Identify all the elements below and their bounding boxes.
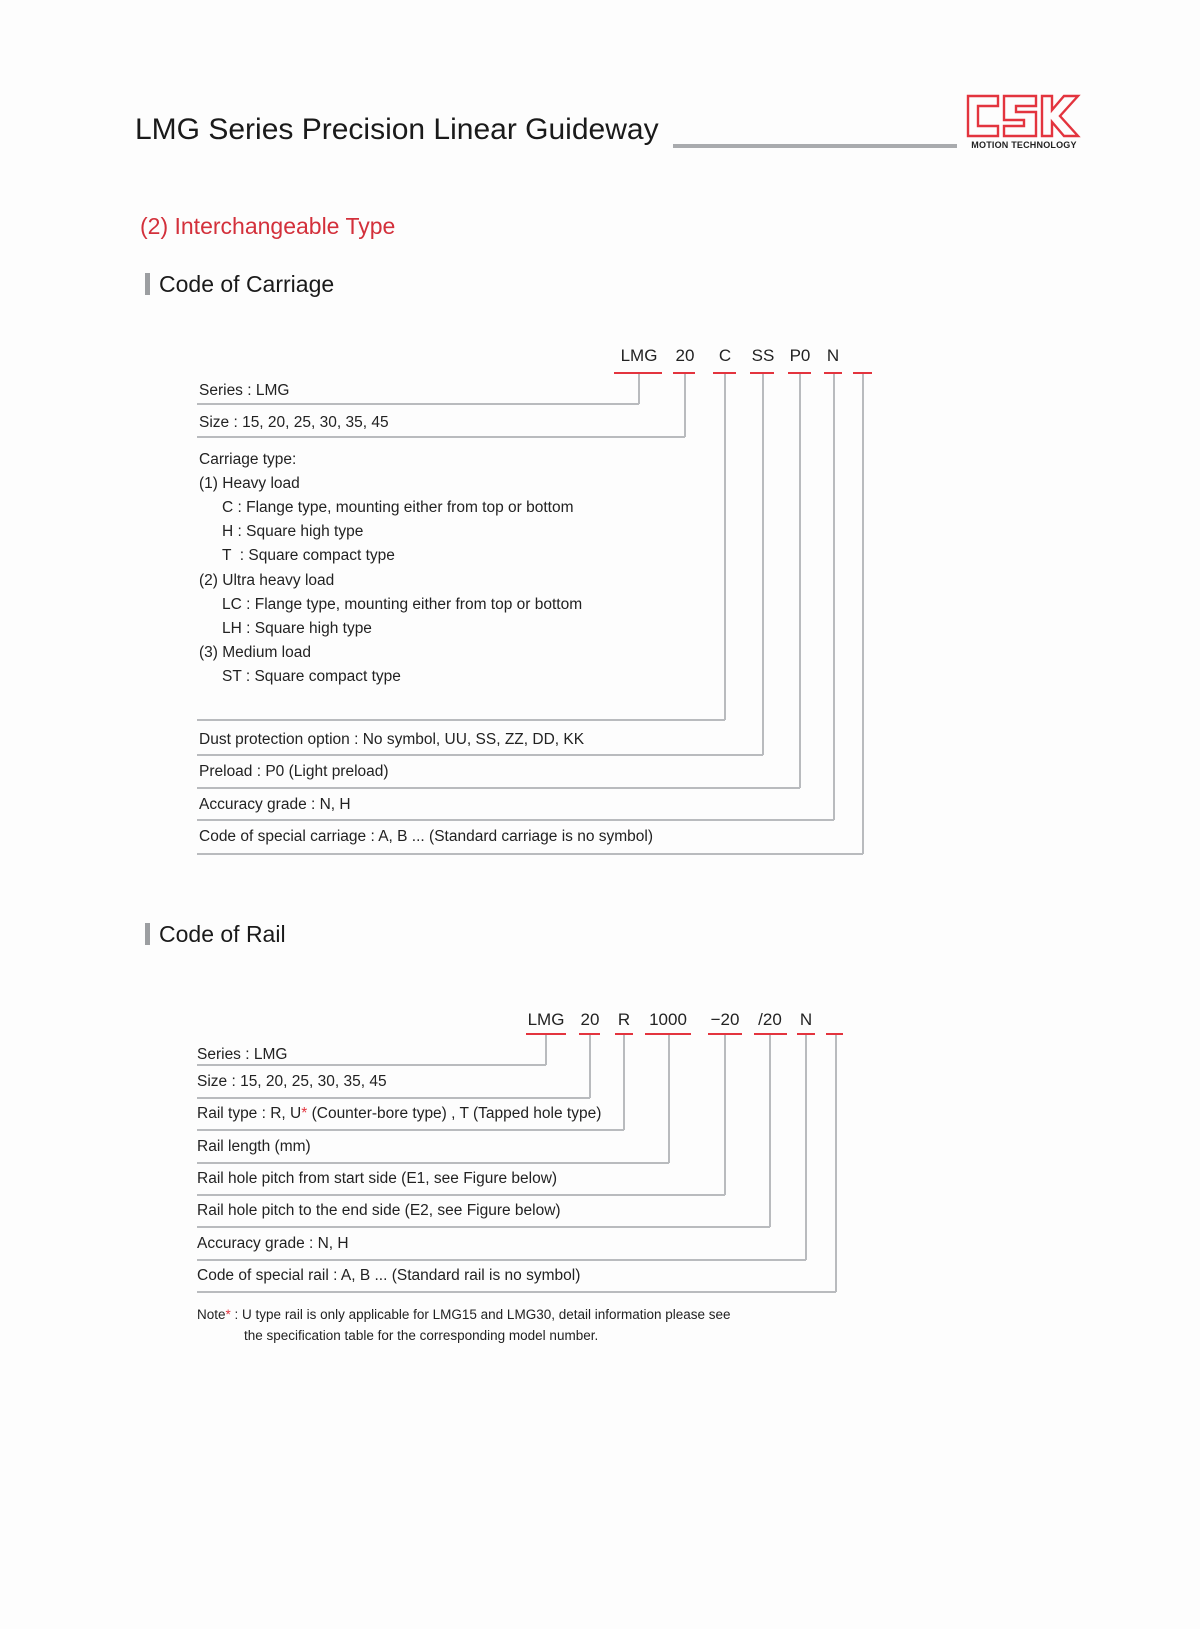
rail-type-text-rest: (Counter-bore type) , T (Tapped hole type) (307, 1105, 602, 1122)
row-rule (197, 436, 685, 438)
carriage-code-series: LMG (620, 346, 658, 365)
rail-type-text: Rail type : R, U (197, 1105, 302, 1122)
footnote-marker: * (225, 1307, 231, 1322)
rail-size-row: Size : 15, 20, 25, 30, 35, 45 (197, 1073, 387, 1090)
carriage-type-group: (2) Ultra heavy load (199, 572, 335, 589)
row-rule (197, 1064, 546, 1066)
connector-line (799, 374, 801, 788)
connector-line (545, 1035, 547, 1065)
page-title: LMG Series Precision Linear Guideway (135, 113, 659, 146)
rail-accuracy-row: Accuracy grade : N, H (197, 1235, 349, 1252)
logo-subtitle: MOTION TECHNOLOGY (971, 140, 1077, 150)
rail-heading-text: Code of Rail (159, 921, 286, 947)
carriage-type-item: LC : Flange type, mounting either from top or bottom (222, 596, 583, 613)
carriage-code-size: 20 (675, 346, 695, 365)
carriage-type-label: Carriage type: (199, 451, 297, 468)
title-rule (673, 144, 957, 148)
rail-series-row: Series : LMG (197, 1046, 288, 1063)
section-title: (2) Interchangeable Type (140, 213, 396, 239)
carriage-type-item: H : Square high type (222, 523, 364, 540)
connector-line (769, 1035, 771, 1227)
carriage-type-item: LH : Square high type (222, 620, 372, 637)
note-line1: : U type rail is only applicable for LMG15 and LMG30, detail information please see (230, 1307, 731, 1322)
carriage-type-group: (3) Medium load (199, 644, 311, 661)
carriage-type-item: ST : Square compact type (222, 668, 401, 685)
heading-bar (145, 273, 150, 295)
carriage-code-type: C (718, 346, 732, 365)
rail-code-size: 20 (580, 1010, 600, 1029)
rail-code-length: 1000 (649, 1010, 687, 1029)
rail-code-series: LMG (527, 1010, 565, 1029)
rail-type-row (197, 1105, 601, 1123)
row-rule (197, 403, 639, 405)
row-rule (197, 719, 725, 721)
row-rule (197, 1226, 770, 1228)
rail-code-accuracy: N (799, 1010, 813, 1029)
connector-line (623, 1035, 625, 1130)
row-rule (197, 754, 763, 756)
note-line2: the specification table for the corresponding model number. (244, 1328, 599, 1343)
row-rule (197, 819, 834, 821)
connector-line (862, 374, 864, 854)
row-rule (197, 1097, 590, 1099)
connector-line (762, 374, 764, 755)
row-rule (197, 1129, 624, 1131)
rail-code-e1: −20 (710, 1010, 740, 1029)
row-rule (197, 1194, 725, 1196)
carriage-accuracy-row: Accuracy grade : N, H (199, 796, 351, 813)
row-rule (197, 1259, 806, 1261)
note-label: Note (197, 1307, 226, 1322)
row-rule (197, 787, 800, 789)
rail-pitch-start-row: Rail hole pitch from start side (E1, see Figure below) (197, 1170, 558, 1187)
row-rule (197, 853, 863, 855)
carriage-heading (145, 271, 334, 298)
carriage-code-preload: P0 (789, 346, 811, 365)
rail-special-row: Code of special rail : A, B ... (Standard rail is no symbol) (197, 1267, 581, 1284)
connector-line (835, 1035, 837, 1292)
connector-line (833, 374, 835, 820)
row-rule (197, 1291, 836, 1293)
connector-line (668, 1035, 670, 1163)
rail-code-e2: /20 (758, 1010, 782, 1029)
footnote-marker: * (301, 1105, 308, 1122)
carriage-series-row: Series : LMG (199, 382, 290, 399)
carriage-size-row: Size : 15, 20, 25, 30, 35, 45 (199, 414, 389, 431)
footnote (197, 1307, 731, 1322)
carriage-special-row: Code of special carriage : A, B ... (Standard carriage is no symbol) (199, 828, 654, 845)
heading-bar (145, 923, 150, 945)
red-underline (754, 1033, 787, 1035)
connector-line (724, 374, 726, 720)
connector-line (724, 1035, 726, 1195)
carriage-code-dust: SS (751, 346, 775, 365)
carriage-type-group: (1) Heavy load (199, 475, 300, 492)
rail-heading (145, 921, 286, 948)
connector-line (589, 1035, 591, 1098)
carriage-type-item: T : Square compact type (222, 547, 395, 564)
connector-line (638, 374, 640, 404)
rail-pitch-end-row: Rail hole pitch to the end side (E2, see Figure below) (197, 1202, 561, 1219)
connector-line (805, 1035, 807, 1260)
connector-line (684, 374, 686, 437)
carriage-heading-text: Code of Carriage (159, 271, 335, 297)
rail-length-row: Rail length (mm) (197, 1138, 311, 1155)
row-rule (197, 1162, 669, 1164)
carriage-preload-row: Preload : P0 (Light preload) (199, 763, 389, 780)
carriage-code-accuracy: N (826, 346, 840, 365)
rail-code-type: R (617, 1010, 631, 1029)
carriage-type-item: C : Flange type, mounting either from top or bottom (222, 499, 574, 516)
carriage-dust-row: Dust protection option : No symbol, UU, SS, ZZ, DD, KK (199, 731, 585, 748)
